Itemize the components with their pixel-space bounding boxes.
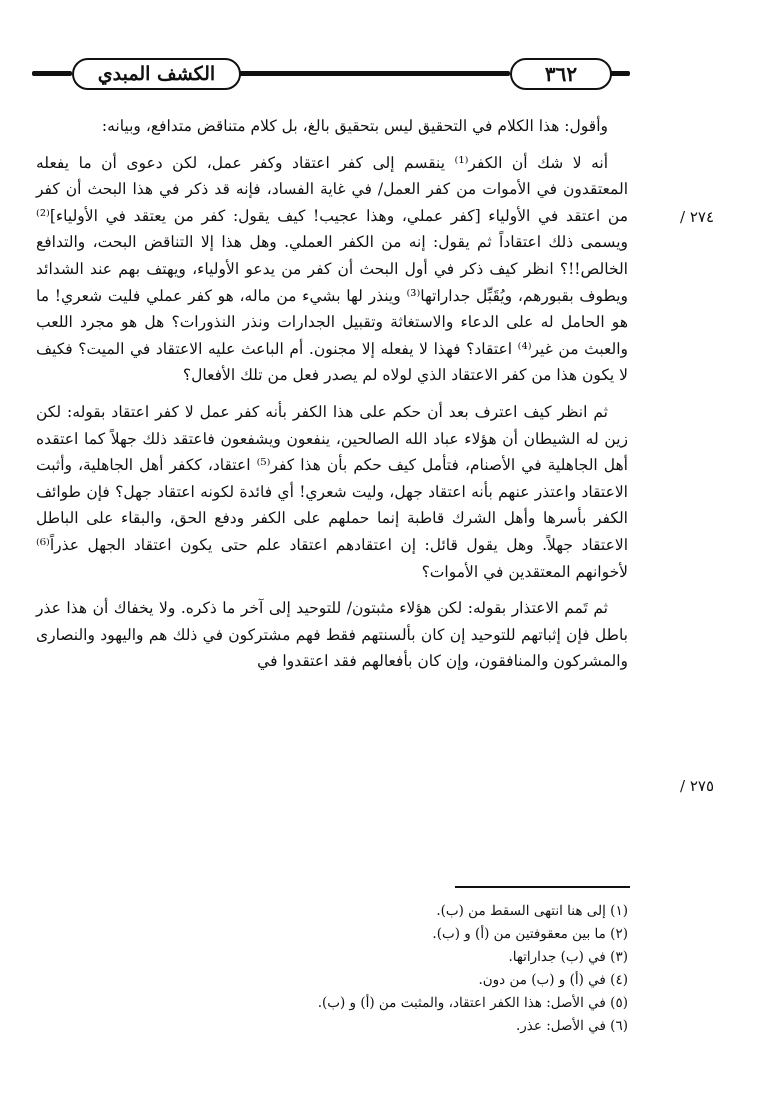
book-title: الكشف المبدي	[72, 58, 241, 90]
footnote: (٣) في (ب) جداراتها.	[508, 949, 628, 965]
page-header	[32, 52, 630, 92]
header-rule-middle	[237, 71, 510, 76]
footnote: (٢) ما بين معقوفتين من (أ) و (ب).	[432, 926, 628, 942]
footnote: (٥) في الأصل: هذا الكفر اعتقاد، والمثبت من (أ) و (ب).	[317, 995, 628, 1011]
paragraph: وأقول: هذا الكلام في التحقيق ليس بتحقيق بالغ، بل كلام متناقض متدافع، وبيانه:	[101, 117, 608, 135]
paragraph: أنه لا شك أن الكفر⁽¹⁾ ينقسم إلى كفر اعتقاد وكفر عمل، لكن دعوى أن ما يفعله المعتقدون في الأموات من كفر العمل/ في غاية الفساد، فإنه قد ذكر في هذا البحث أن كفر من اعتقد في الأولياء [كفر عملي، وهذا عجيب! كيف يقول: كفر من يعتقد في الأولياء]⁽²⁾ ويسمى ذلك اعتقاداً ثم يقول: إنه من الكفر العملي. وهل هذا إلا التناقض البحت، والتدافع الخالص!!؟ انظر كيف ذكر في أول البحث أن كفر من يدعو الأولياء، ويهتف بهم عند الشدائد ويطوف بقبورهم، ويُقَبِّل جداراتها⁽³⁾ وينذر لها بشيء من ماله، هو كفر عملي فليت شعري! ما هو الحامل له على الدعاء والاستغاثة وتقبيل الجدارات ونذر النذورات؟ هل هو مجرد اللعب والعبث من غير⁽⁴⁾ اعتقاد؟ فهذا لا يفعله إلا مجنون. أم الباعث عليه الاعتقاد في الميت؟ فكيف لا يكون هذا من كفر الاعتقاد الذي لولاه لم يصدر فعل من تلك الأفعال؟	[36, 153, 629, 385]
footnote: (٤) في (أ) و (ب) من دون.	[478, 972, 628, 988]
header-rule-left	[32, 71, 72, 76]
footnote-separator	[455, 886, 630, 888]
footnotes	[36, 900, 628, 1038]
margin-ref-275: / ٢٧٥	[680, 777, 714, 795]
body-text	[36, 113, 628, 685]
footnote: (١) إلى هنا انتهى السقط من (ب).	[436, 903, 628, 919]
margin-ref-274: / ٢٧٤	[680, 208, 714, 226]
footnote: (٦) في الأصل: عذر.	[515, 1018, 628, 1034]
paragraph: ثم تَمم الاعتذار بقوله: لكن هؤلاء مثبتون/ للتوحيد إلى آخر ما ذكره. ولا يخفاك أن هذا عذر باطل فإن إثباتهم للتوحيد إن كان بألسنتهم فقط فهم مشتركون في ذلك هم واليهود والنصارى والمشركون والمنافقون، وإن كان بأفعالهم فقد اعتقدوا في	[36, 599, 628, 671]
page-number: ٣٦٢	[510, 58, 612, 90]
paragraph: ثم انظر كيف اعترف بعد أن حكم على هذا الكفر بأنه كفر عمل لا كفر اعتقاد بقوله: لكن زين له الشيطان أن هؤلاء عباد الله الصالحين، ينفعون ويشفعون فاعتقد ذلك جهلاً كما اعتقده أهل الجاهلية في الأصنام، فتأمل كيف حكم بأن هذا كفر⁽⁵⁾ اعتقاد، ككفر أهل الجاهلية، وأثبت الاعتقاد واعتذر عنهم بأنه اعتقاد جهل، وليت شعري! أي فائدة لكونه اعتقاد جهل؟ فإن طوائف الكفر بأسرها وأهل الشرك قاطبة إنما حملهم على الكفر ودفع الحق، والبقاء على الباطل الاعتقاد جهلاً. وهل يقول قائل: إن اعتقادهم اعتقاد علم حتى يكون اعتقاد الجهل عذراً⁽⁶⁾ لأخوانهم المعتقدين في الأموات؟	[36, 402, 628, 581]
